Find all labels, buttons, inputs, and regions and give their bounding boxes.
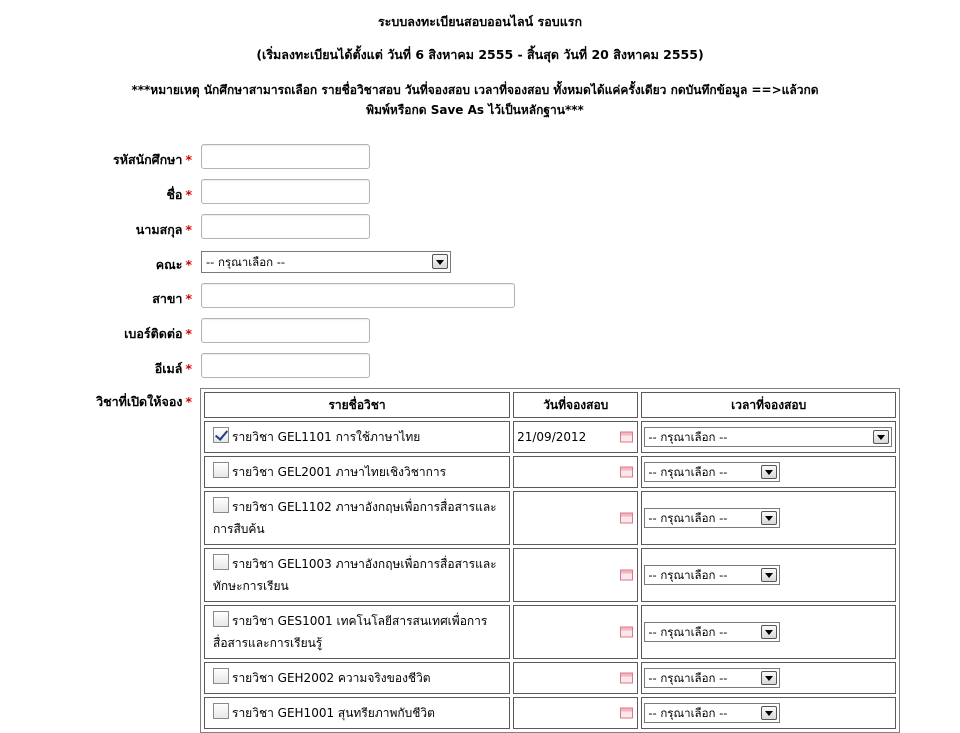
course-checkbox[interactable] [213,668,229,684]
course-checkbox[interactable] [213,554,229,570]
course-name-cell [204,491,510,545]
exam-date-cell[interactable] [513,662,638,694]
column-header-time: เวลาที่จองสอบ [641,392,896,418]
course-name: รายวิชา GEL1003 ภาษาอังกฤษเพื่อการสื่อสารและทักษะการเรียน [213,557,497,593]
exam-date-cell[interactable] [513,456,638,488]
course-name: รายวิชา GEL1101 การใช้ภาษาไทย [232,430,421,444]
calendar-icon[interactable] [620,708,633,719]
required-mark: * [185,257,192,272]
exam-time-cell [641,491,896,545]
exam-time-select-value: -- กรุณาเลือก -- [648,625,728,639]
exam-time-cell [641,548,896,602]
table-row [204,421,896,453]
phone-input[interactable] [201,318,370,343]
calendar-icon[interactable] [620,513,633,524]
exam-date-cell[interactable] [513,697,638,729]
course-name: รายวิชา GEH2002 ความจริงของชีวิต [232,671,431,685]
exam-time-select[interactable] [644,703,780,723]
note-line-1: ***หมายเหตุ นักศึกษาสามารถเลือก รายชื่อวิชาสอบ วันที่จองสอบ เวลาที่จองสอบ ทั้งหมดได้แค่ครั้งเดียว กดบันทึกข้อมูล ==>แล้วกด [131,83,819,97]
last-name-input[interactable] [201,214,370,239]
major-label: สาขา * [152,291,192,306]
table-row [204,491,896,545]
exam-time-select[interactable] [644,462,780,482]
calendar-icon[interactable] [620,467,633,478]
table-row [204,605,896,659]
required-mark: * [185,187,192,202]
first-name-label: ชื่อ * [166,187,192,202]
first-name-input[interactable] [201,179,370,204]
courses-label: วิชาที่เปิดให้จอง * [96,394,192,409]
required-mark: * [185,222,192,237]
exam-time-cell [641,662,896,694]
faculty-select[interactable] [201,251,451,273]
exam-time-select[interactable] [644,565,780,585]
calendar-icon[interactable] [620,432,633,443]
student-id-label: รหัสนักศึกษา * [112,152,192,167]
course-checkbox[interactable] [213,427,229,443]
exam-date-value: 21/09/2012 [517,430,587,444]
course-checkbox[interactable] [213,497,229,513]
exam-date-cell[interactable] [513,548,638,602]
course-name-cell [204,456,510,488]
required-mark: * [185,291,192,306]
chevron-down-icon [761,568,777,582]
chevron-down-icon [761,465,777,479]
faculty-select-value: -- กรุณาเลือก -- [206,255,286,269]
chevron-down-icon [761,625,777,639]
last-name-label: นามสกุล * [135,222,192,237]
exam-time-select-value: -- กรุณาเลือก -- [648,706,728,720]
course-name-cell [204,548,510,602]
column-header-course: รายชื่อวิชา [204,392,510,418]
page-title: ระบบลงทะเบียนสอบออนไลน์ รอบแรก [377,14,583,29]
exam-time-select-value: -- กรุณาเลือก -- [648,465,728,479]
chevron-down-icon [761,671,777,685]
course-name: รายวิชา GEL2001 ภาษาไทยเชิงวิชาการ [232,465,447,479]
exam-time-cell [641,421,896,453]
email-input[interactable] [201,353,370,378]
chevron-down-icon [873,430,889,444]
required-mark: * [185,361,192,376]
exam-time-select-value: -- กรุณาเลือก -- [648,671,728,685]
course-name-cell [204,421,510,453]
exam-time-select[interactable] [644,668,780,688]
calendar-icon[interactable] [620,627,633,638]
exam-time-select[interactable] [644,508,780,528]
exam-time-select-value: -- กรุณาเลือก -- [648,430,728,444]
required-mark: * [185,326,192,341]
table-row [204,697,896,729]
exam-date-cell[interactable] [513,605,638,659]
chevron-down-icon [761,706,777,720]
exam-date-cell[interactable] [513,491,638,545]
exam-time-select-value: -- กรุณาเลือก -- [648,511,728,525]
exam-time-select[interactable] [644,622,780,642]
exam-time-select[interactable] [644,427,892,447]
exam-time-cell [641,697,896,729]
calendar-icon[interactable] [620,673,633,684]
course-name-cell [204,662,510,694]
major-input[interactable] [201,283,515,308]
student-id-input[interactable] [201,144,370,169]
required-mark: * [185,394,192,409]
registration-period: (เริ่มลงทะเบียนได้ตั้งแต่ วันที่ 6 สิงหาคม 2555 - สิ้นสุด วันที่ 20 สิงหาคม 2555) [256,47,704,62]
course-checkbox[interactable] [213,462,229,478]
chevron-down-icon [432,254,448,269]
table-row [204,456,896,488]
note-line-2: พิมพ์หรือกด Save As ไว้เป็นหลักฐาน*** [366,103,584,117]
course-name: รายวิชา GEL1102 ภาษาอังกฤษเพื่อการสื่อสารและการสืบค้น [213,500,497,536]
exam-time-cell [641,456,896,488]
table-row [204,662,896,694]
course-name-cell [204,697,510,729]
course-name-cell [204,605,510,659]
table-row [204,548,896,602]
chevron-down-icon [761,511,777,525]
course-name: รายวิชา GES1001 เทคโนโลยีสารสนเทศเพื่อการสื่อสารและการเรียนรู้ [213,614,488,650]
exam-date-cell[interactable] [513,421,638,453]
course-checkbox[interactable] [213,611,229,627]
email-label: อีเมล์ * [154,361,192,376]
column-header-date: วันที่จองสอบ [513,392,638,418]
required-mark: * [185,152,192,167]
course-checkbox[interactable] [213,703,229,719]
course-table [200,388,900,733]
exam-time-select-value: -- กรุณาเลือก -- [648,568,728,582]
calendar-icon[interactable] [620,570,633,581]
exam-time-cell [641,605,896,659]
faculty-label: คณะ * [155,257,192,272]
phone-label: เบอร์ติดต่อ * [124,326,192,341]
course-name: รายวิชา GEH1001 สุนทรียภาพกับชีวิต [232,706,435,720]
